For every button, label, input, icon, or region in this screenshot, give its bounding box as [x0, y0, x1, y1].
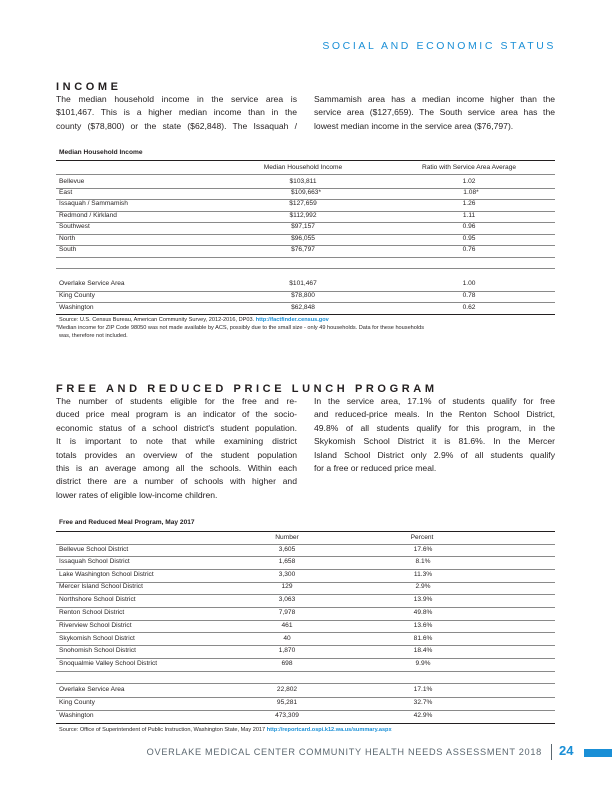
- row-name: South: [59, 246, 77, 253]
- source-link[interactable]: http://reportcard.ospi.k12.wa.us/summary.aspx: [266, 727, 392, 733]
- percent-col-header: Percent: [410, 534, 434, 541]
- row-name: Bellevue: [59, 178, 85, 185]
- table-rule: [56, 632, 555, 633]
- row-percent: 13.6%: [413, 622, 433, 629]
- row-percent: 2.9%: [415, 583, 431, 590]
- text-line: The number of students eligible for the free and re-: [56, 396, 297, 406]
- income-text-col2: [314, 93, 555, 133]
- footer-title: OVERLAKE MEDICAL CENTER COMMUNITY HEALTH NEEDS ASSESSMENT 2018: [146, 747, 542, 757]
- row-name: Lake Washington School District: [59, 571, 154, 578]
- row-percent: 11.3%: [413, 571, 433, 578]
- row-name: Snoqualmie Valley School District: [59, 660, 158, 667]
- lunch-text-col2: [314, 395, 555, 475]
- text-line: Island School District only 2.9% of all students qualify: [314, 449, 555, 460]
- table-rule: [56, 671, 555, 672]
- row-percent: 9.9%: [415, 660, 431, 667]
- income-heading: INCOME: [56, 81, 122, 93]
- table-rule: [56, 174, 555, 175]
- text-line: 49.8% of all students qualify for this program, in the: [314, 422, 555, 433]
- income-text-col1: [56, 93, 297, 133]
- row-name: Northshore School District: [59, 596, 136, 603]
- row-income: $62,848: [291, 304, 315, 311]
- page-number: 24: [559, 743, 574, 758]
- income-source: [59, 316, 329, 324]
- text-line: lower rates of eligible low-income children.: [56, 489, 218, 500]
- row-name: Southwest: [59, 223, 90, 230]
- row-name: Issaquah / Sammamish: [59, 200, 128, 207]
- text-line: county ($78,800) or the state ($62,848). The Issaquah /: [56, 120, 297, 131]
- text-line: duced price meal program is an indicator of the socio-: [56, 409, 297, 420]
- table-rule: [56, 607, 555, 608]
- row-income: $109,663*: [290, 189, 322, 196]
- row-percent: 18.4%: [413, 647, 433, 654]
- text-line: Sammamish area has a median income higher than the: [314, 94, 555, 104]
- row-percent: 81.6%: [413, 635, 433, 642]
- row-number: 3,605: [278, 546, 296, 553]
- row-percent: 17.6%: [413, 546, 433, 553]
- row-number: 698: [281, 660, 293, 667]
- text-line: and reduced-price meals. In the Renton School District,: [314, 409, 555, 420]
- text-line: lowest median income in the service area ($76,797).: [314, 120, 514, 131]
- row-income: $101,467: [289, 280, 317, 287]
- row-name: King County: [59, 292, 95, 299]
- row-name: Washington: [59, 304, 94, 311]
- row-number: 3,300: [278, 571, 296, 578]
- income-col-header: Median Household Income: [263, 164, 343, 171]
- row-income: $127,659: [289, 200, 317, 207]
- lunch-table-title: Free and Reduced Meal Program, May 2017: [59, 519, 195, 526]
- table-rule: [56, 257, 555, 258]
- row-name: Issaquah School District: [59, 558, 130, 565]
- footer-separator: [551, 744, 552, 760]
- row-percent: 8.1%: [415, 558, 431, 565]
- lunch-text-col1: [56, 395, 297, 502]
- text-line: In the service area, 17.1% of students qualify for free: [314, 396, 555, 406]
- row-percent: 13.9%: [413, 596, 433, 603]
- lunch-source: [59, 726, 392, 734]
- row-percent: 32.7%: [413, 699, 433, 706]
- row-income: $96,055: [291, 235, 315, 242]
- lunch-heading: FREE AND REDUCED PRICE LUNCH PROGRAM: [56, 383, 438, 395]
- ratio-col-header: Ratio with Service Area Average: [421, 164, 517, 171]
- row-percent: 49.8%: [413, 609, 433, 616]
- text-line: service area ($127,659). The South service area has the: [314, 107, 555, 118]
- row-income: $103,811: [289, 178, 317, 185]
- row-income: $112,992: [289, 212, 317, 219]
- table-rule: [56, 683, 555, 684]
- text-line: It is important to note that while examining district: [56, 436, 297, 447]
- source-link[interactable]: http://factfinder.census.gov: [255, 317, 329, 323]
- row-name: Renton School District: [59, 609, 125, 616]
- table-rule: [56, 723, 555, 724]
- row-income: $78,800: [291, 292, 315, 299]
- row-name: Washington: [59, 712, 94, 719]
- table-rule: [56, 160, 555, 161]
- table-rule: [56, 710, 555, 711]
- row-name: Snohomish School District: [59, 647, 136, 654]
- row-number: 40: [283, 635, 291, 642]
- row-number: 22,802: [276, 686, 298, 693]
- text-line: for a free or reduced price meal.: [314, 463, 437, 474]
- row-name: Overlake Service Area: [59, 280, 125, 287]
- text-line: Skykomish School District it is 81.6%. In the Mercer: [314, 436, 555, 447]
- row-name: Redmond / Kirkland: [59, 212, 117, 219]
- row-ratio: 0.62: [462, 304, 476, 311]
- row-income: $76,797: [291, 246, 315, 253]
- row-name: East: [59, 189, 73, 196]
- row-percent: 17.1%: [413, 686, 433, 693]
- text-line: $101,467. This is a higher median income than in the: [56, 107, 297, 118]
- row-ratio: 0.96: [462, 223, 476, 230]
- row-name: Riverview School District: [59, 622, 132, 629]
- row-ratio: 0.95: [462, 235, 476, 242]
- row-ratio: 1.26: [462, 200, 476, 207]
- text-line: The median household income in the service area is: [56, 94, 297, 104]
- row-name: Mercer Island School District: [59, 583, 143, 590]
- row-name: Bellevue School District: [59, 546, 129, 553]
- footnote-line: was, therefore not included.: [59, 333, 128, 339]
- table-rule: [56, 268, 555, 269]
- row-name: Skykomish School District: [59, 635, 135, 642]
- row-ratio: 1.11: [462, 212, 476, 219]
- row-name: North: [59, 235, 76, 242]
- row-number: 1,658: [278, 558, 296, 565]
- source-text: Source: U.S. Census Bureau, American Community Survey, 2012-2016, DP03.: [59, 317, 255, 323]
- row-number: 7,978: [278, 609, 296, 616]
- source-text: Source: Office of Superintendent of Public Instruction, Washington State, May 2017: [59, 727, 266, 733]
- text-line: totals provides an overview of the student population: [56, 449, 297, 460]
- income-footnote: [56, 324, 555, 340]
- row-ratio: 1.02: [462, 178, 476, 185]
- text-line: economic status of a school district's student population.: [56, 422, 297, 433]
- table-rule: [56, 544, 555, 545]
- income-table-title: Median Household Income: [59, 149, 143, 156]
- row-income: $97,157: [291, 223, 315, 230]
- row-number: 1,870: [278, 647, 296, 654]
- table-rule: [56, 556, 555, 557]
- text-line: district there are a number of schools with higher and: [56, 476, 297, 487]
- table-rule: [56, 697, 555, 698]
- section-header: SOCIAL AND ECONOMIC STATUS: [322, 40, 556, 52]
- row-ratio: 0.76: [462, 246, 476, 253]
- number-col-header: Number: [275, 534, 299, 541]
- footer-accent-bar: [584, 749, 612, 757]
- footnote-line: *Median income for ZIP Code 98050 was not made available by ACS, possibly due to the small size - only 49 households. Data for these households: [56, 325, 425, 331]
- text-line: this is an average among all the schools. Within each: [56, 463, 297, 474]
- row-name: Overlake Service Area: [59, 686, 125, 693]
- row-number: 129: [281, 583, 293, 590]
- row-number: 461: [281, 622, 293, 629]
- row-number: 95,281: [276, 699, 298, 706]
- row-ratio: 0.78: [462, 292, 476, 299]
- row-number: 3,063: [278, 596, 296, 603]
- table-rule: [56, 531, 555, 532]
- row-name: King County: [59, 699, 95, 706]
- table-rule: [56, 314, 555, 315]
- row-ratio: 1.08*: [463, 189, 479, 196]
- row-percent: 42.9%: [413, 712, 433, 719]
- row-number: 473,309: [275, 712, 299, 719]
- row-ratio: 1.00: [462, 280, 476, 287]
